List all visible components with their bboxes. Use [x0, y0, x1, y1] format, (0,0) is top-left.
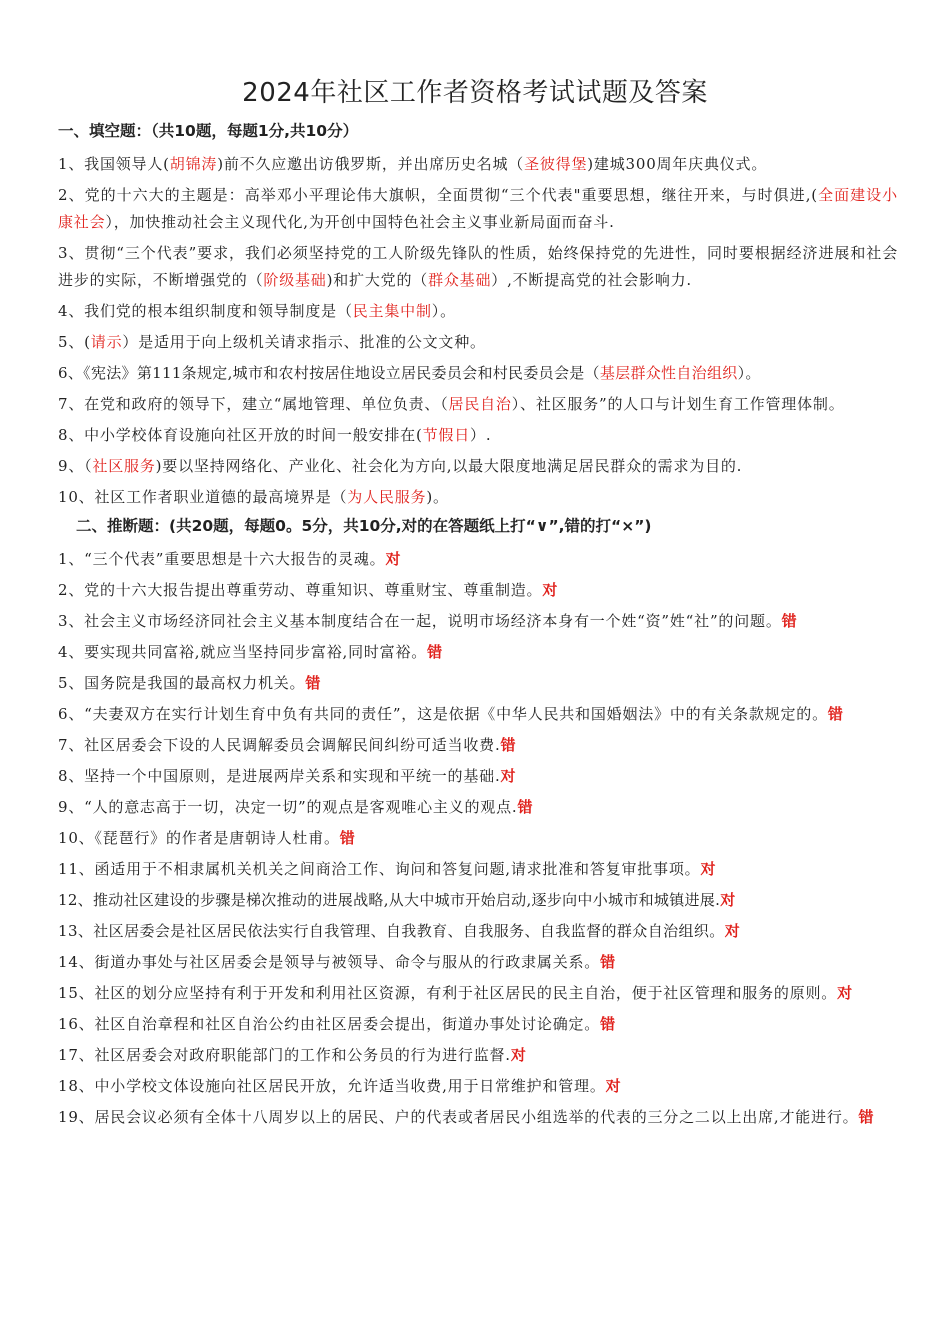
question-text: 7、在党和政府的领导下，建立“属地管理、单位负责、（ [58, 395, 449, 413]
answer-mark: 错 [517, 798, 534, 816]
answer-text: 居民自治 [448, 395, 512, 413]
answer-mark: 对 [605, 1077, 622, 1095]
fill-blank-item [58, 240, 898, 294]
question-text: 3、贯彻“三个代表”要求，我们必须坚持党的工人阶级先锋队的性质，始终保持党的先进性，同时要根据经济进展和社会进步的实际，不断增强党的（ [58, 244, 898, 289]
question-text: ）。 [737, 364, 761, 382]
answer-text: 基层群众性自治组织 [599, 364, 738, 382]
judgment-item [58, 1011, 898, 1038]
judgment-item [58, 794, 898, 821]
judgment-item [58, 856, 898, 883]
question-text: 9、（ [58, 457, 93, 475]
document-title: 2024年社区工作者资格考试试题及答案 [242, 78, 708, 108]
question-text: )建城300周年庆典仪式。 [587, 155, 768, 173]
question-text: 2、党的十六大报告提出尊重劳动、尊重知识、尊重财宝、尊重制造。 [58, 581, 543, 599]
answer-mark: 对 [500, 767, 517, 785]
judgment-item [58, 732, 898, 759]
section-judgment-heading: 二、推断题：(共20题，每题0。5分，共10分,对的在答题纸上打“∨”,错的打“×”) [76, 517, 652, 535]
question-text: 4、要实现共同富裕,就应当坚持同步富裕,同时富裕。 [58, 643, 428, 661]
answer-mark: 对 [837, 984, 853, 1002]
answer-text: 全面建设小康社会 [58, 186, 898, 231]
judgment-item [58, 980, 898, 1007]
question-text: ）。 [431, 302, 456, 320]
answer-mark: 对 [510, 1046, 527, 1064]
question-text: )前不久应邀出访俄罗斯，并出席历史名城（ [217, 155, 525, 173]
fill-blank-list [58, 151, 898, 511]
question-text: 5、国务院是我国的最高权力机关。 [58, 674, 306, 692]
fill-blank-item [58, 298, 898, 325]
answer-text: 节假日 [422, 426, 471, 444]
answer-text: 阶级基础 [263, 271, 327, 289]
question-text: 19、居民会议必须有全体十八周岁以上的居民、户的代表或者居民小组选举的代表的三分之二以上出席,才能进行。 [58, 1108, 859, 1126]
judgment-item [58, 701, 898, 728]
question-text: 1、“三个代表”重要思想是十六大报告的灵魂。 [58, 550, 386, 568]
fill-blank-item [58, 329, 898, 356]
judgment-item [58, 918, 898, 945]
question-text: ）是适用于向上级机关请求指示、批准的公文文种。 [122, 333, 486, 351]
answer-mark: 错 [305, 674, 322, 692]
judgment-item [58, 1073, 898, 1100]
fill-blank-item [58, 484, 898, 511]
question-text: )要以坚持网络化、产业化、社会化为方向,以最大限度地满足居民群众的需求为目的. [155, 457, 743, 475]
answer-mark: 错 [827, 705, 844, 723]
judgment-list [58, 546, 898, 1131]
answer-mark: 错 [858, 1108, 875, 1126]
answer-text: 胡锦涛 [169, 155, 218, 173]
answer-mark: 对 [724, 922, 741, 940]
answer-text: 请示 [90, 333, 123, 351]
judgment-item [58, 825, 898, 852]
question-text: 12、推动社区建设的步骤是梯次推动的进展战略,从大中城市开始启动,逐步向中小城市和城镇进展. [58, 891, 721, 909]
question-text: 11、函适用于不相隶属机关机关之间商洽工作、询问和答复问题,请求批准和答复审批事项。 [58, 860, 701, 878]
answer-mark: 错 [600, 953, 616, 971]
fill-blank-item [58, 453, 898, 480]
question-text: 1、我国领导人( [58, 155, 170, 173]
judgment-item [58, 577, 898, 604]
answer-mark: 对 [720, 891, 736, 909]
question-text: 4、我们党的根本组织制度和领导制度是（ [58, 302, 353, 320]
question-text: 18、中小学校文体设施向社区居民开放，允许适当收费,用于日常维护和管理。 [58, 1077, 606, 1095]
question-text: )。 [426, 488, 449, 506]
question-text: 6、“夫妻双方在实行计划生育中负有共同的责任”，这是依据《中华人民共和国婚姻法》中的有关条款规定的。 [58, 705, 828, 723]
question-text: ）. [470, 426, 492, 444]
question-text: 7、社区居委会下设的人民调解委员会调解民间纠纷可适当收费. [58, 736, 501, 754]
answer-text: 群众基础 [428, 271, 492, 289]
question-text: 8、坚持一个中国原则，是进展两岸关系和实现和平统一的基础. [58, 767, 501, 785]
question-text: ），加快推动社会主义现代化,为开创中国特色社会主义事业新局面而奋斗. [105, 213, 615, 231]
question-text: 3、社会主义市场经济同社会主义基本制度结合在一起，说明市场经济本身有一个姓“资”姓“社”的问题。 [58, 612, 782, 630]
question-text: )和扩大党的（ [326, 271, 429, 289]
question-text: 16、社区自治章程和社区自治公约由社区居委会提出，街道办事处讨论确定。 [58, 1015, 601, 1033]
judgment-item [58, 546, 898, 573]
judgment-item [58, 763, 898, 790]
answer-mark: 对 [385, 550, 402, 568]
fill-blank-item [58, 151, 898, 178]
answer-mark: 对 [700, 860, 717, 878]
answer-text: 圣彼得堡 [524, 155, 588, 173]
judgment-item [58, 949, 898, 976]
judgment-item [58, 1042, 898, 1069]
question-text: 9、“人的意志高于一切，决定一切”的观点是客观唯心主义的观点. [58, 798, 518, 816]
fill-blank-item [58, 360, 898, 387]
answer-mark: 错 [427, 643, 443, 661]
question-text: 8、中小学校体育设施向社区开放的时间一般安排在( [58, 426, 423, 444]
fill-blank-item [58, 422, 898, 449]
judgment-item [58, 639, 898, 666]
question-text: 2、党的十六大的主题是：高举邓小平理论伟大旗帜，全面贯彻“三个代表"重要思想，继往开来，与时俱进,( [58, 186, 818, 204]
answer-text: 为人民服务 [347, 488, 427, 506]
question-text: 5、( [58, 333, 91, 351]
question-text: ）、社区服务”的人口与计划生育工作管理体制。 [511, 395, 845, 413]
answer-mark: 错 [600, 1015, 616, 1033]
question-text: 17、社区居委会对政府职能部门的工作和公务员的行为进行监督. [58, 1046, 511, 1064]
question-text: 15、社区的划分应坚持有利于开发和利用社区资源，有利于社区居民的民主自治，便于社区管理和服务的原则。 [58, 984, 838, 1002]
question-text: 6、《宪法》第111条规定,城市和农村按居住地设立居民委员会和村民委员会是（ [58, 364, 600, 382]
question-text: 13、社区居委会是社区居民依法实行自我管理、自我教育、自我服务、自我监督的群众自治组织。 [58, 922, 725, 940]
answer-mark: 错 [339, 829, 356, 847]
judgment-item [58, 887, 898, 914]
fill-blank-item [58, 391, 898, 418]
answer-mark: 错 [500, 736, 517, 754]
answer-text: 社区服务 [92, 457, 156, 475]
answer-mark: 错 [781, 612, 798, 630]
judgment-item [58, 1104, 898, 1131]
question-text: 10、《琵琶行》的作者是唐朝诗人杜甫。 [58, 829, 340, 847]
answer-text: 民主集中制 [352, 302, 432, 320]
question-text: 14、街道办事处与社区居委会是领导与被领导、命令与服从的行政隶属关系。 [58, 953, 601, 971]
judgment-item [58, 670, 898, 697]
document-body [58, 120, 898, 1135]
answer-mark: 对 [542, 581, 559, 599]
fill-blank-item [58, 182, 898, 236]
section-fill-blank-heading: 一、填空题：（共10题，每题1分,共10分） [58, 122, 359, 140]
question-text: ）,不断提高党的社会影响力. [491, 271, 693, 289]
judgment-item [58, 608, 898, 635]
question-text: 10、社区工作者职业道德的最高境界是（ [58, 488, 348, 506]
